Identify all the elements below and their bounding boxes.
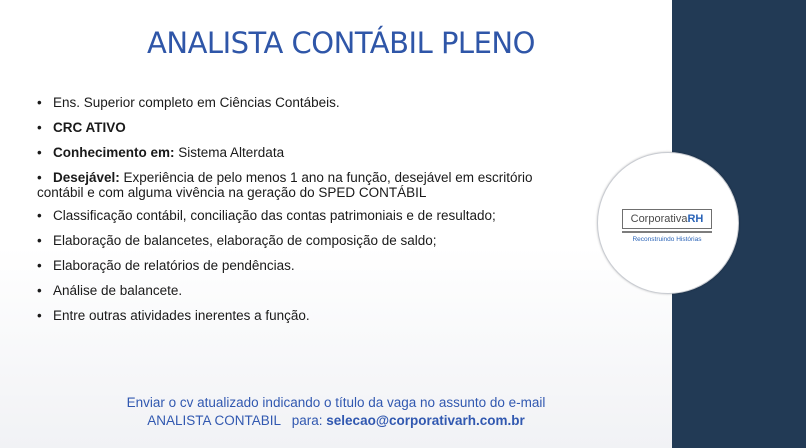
bullet-icon: •	[37, 120, 42, 135]
bullet-icon: •	[37, 145, 42, 160]
bullet-icon: •	[37, 233, 42, 248]
list-item: • Ens. Superior completo em Ciências Contábeis.	[37, 95, 340, 110]
company-logo	[597, 152, 739, 294]
requirements-list	[37, 95, 617, 333]
bullet-icon: •	[37, 258, 42, 273]
list-item: • Conhecimento em: Sistema Alterdata	[37, 145, 285, 160]
list-item: • Classificação contábil, conciliação das contas patrimoniais e de resultado;	[37, 208, 496, 223]
job-title: ANALISTA CONTÁBIL PLENO	[147, 26, 535, 60]
list-item: • Elaboração de balancetes, elaboração de composição de saldo;	[37, 233, 437, 248]
bullet-icon: •	[37, 308, 42, 323]
list-item: • Análise de balancete.	[37, 283, 183, 298]
list-item: • Elaboração de relatórios de pendências.	[37, 258, 295, 273]
bullet-icon: •	[37, 95, 42, 110]
contact-email: selecao@corporativarh.com.br	[326, 413, 525, 428]
list-item: • CRC ATIVO	[37, 120, 126, 135]
logo-tagline: Reconstruindo Histórias	[632, 236, 702, 243]
application-instructions	[0, 394, 672, 430]
footer-line-2: ANALISTA CONTABIL para: selecao@corporativarh.com.br	[147, 413, 525, 428]
footer-line-1: Enviar o cv atualizado indicando o título da vaga no assunto do e-mail	[126, 395, 546, 410]
list-item: • Desejável: Experiência de pelo menos 1 ano na função, desejável em escritório contábil e com alguma vivência na geração do SPED CONTÁBIL	[37, 170, 533, 200]
logo-underline	[622, 231, 712, 233]
list-item: • Entre outras atividades inerentes a função.	[37, 308, 310, 323]
bullet-icon: •	[37, 283, 42, 298]
logo-wordmark: CorporativaRH	[622, 209, 712, 229]
bullet-icon: •	[37, 208, 42, 223]
bullet-icon: •	[37, 170, 42, 185]
